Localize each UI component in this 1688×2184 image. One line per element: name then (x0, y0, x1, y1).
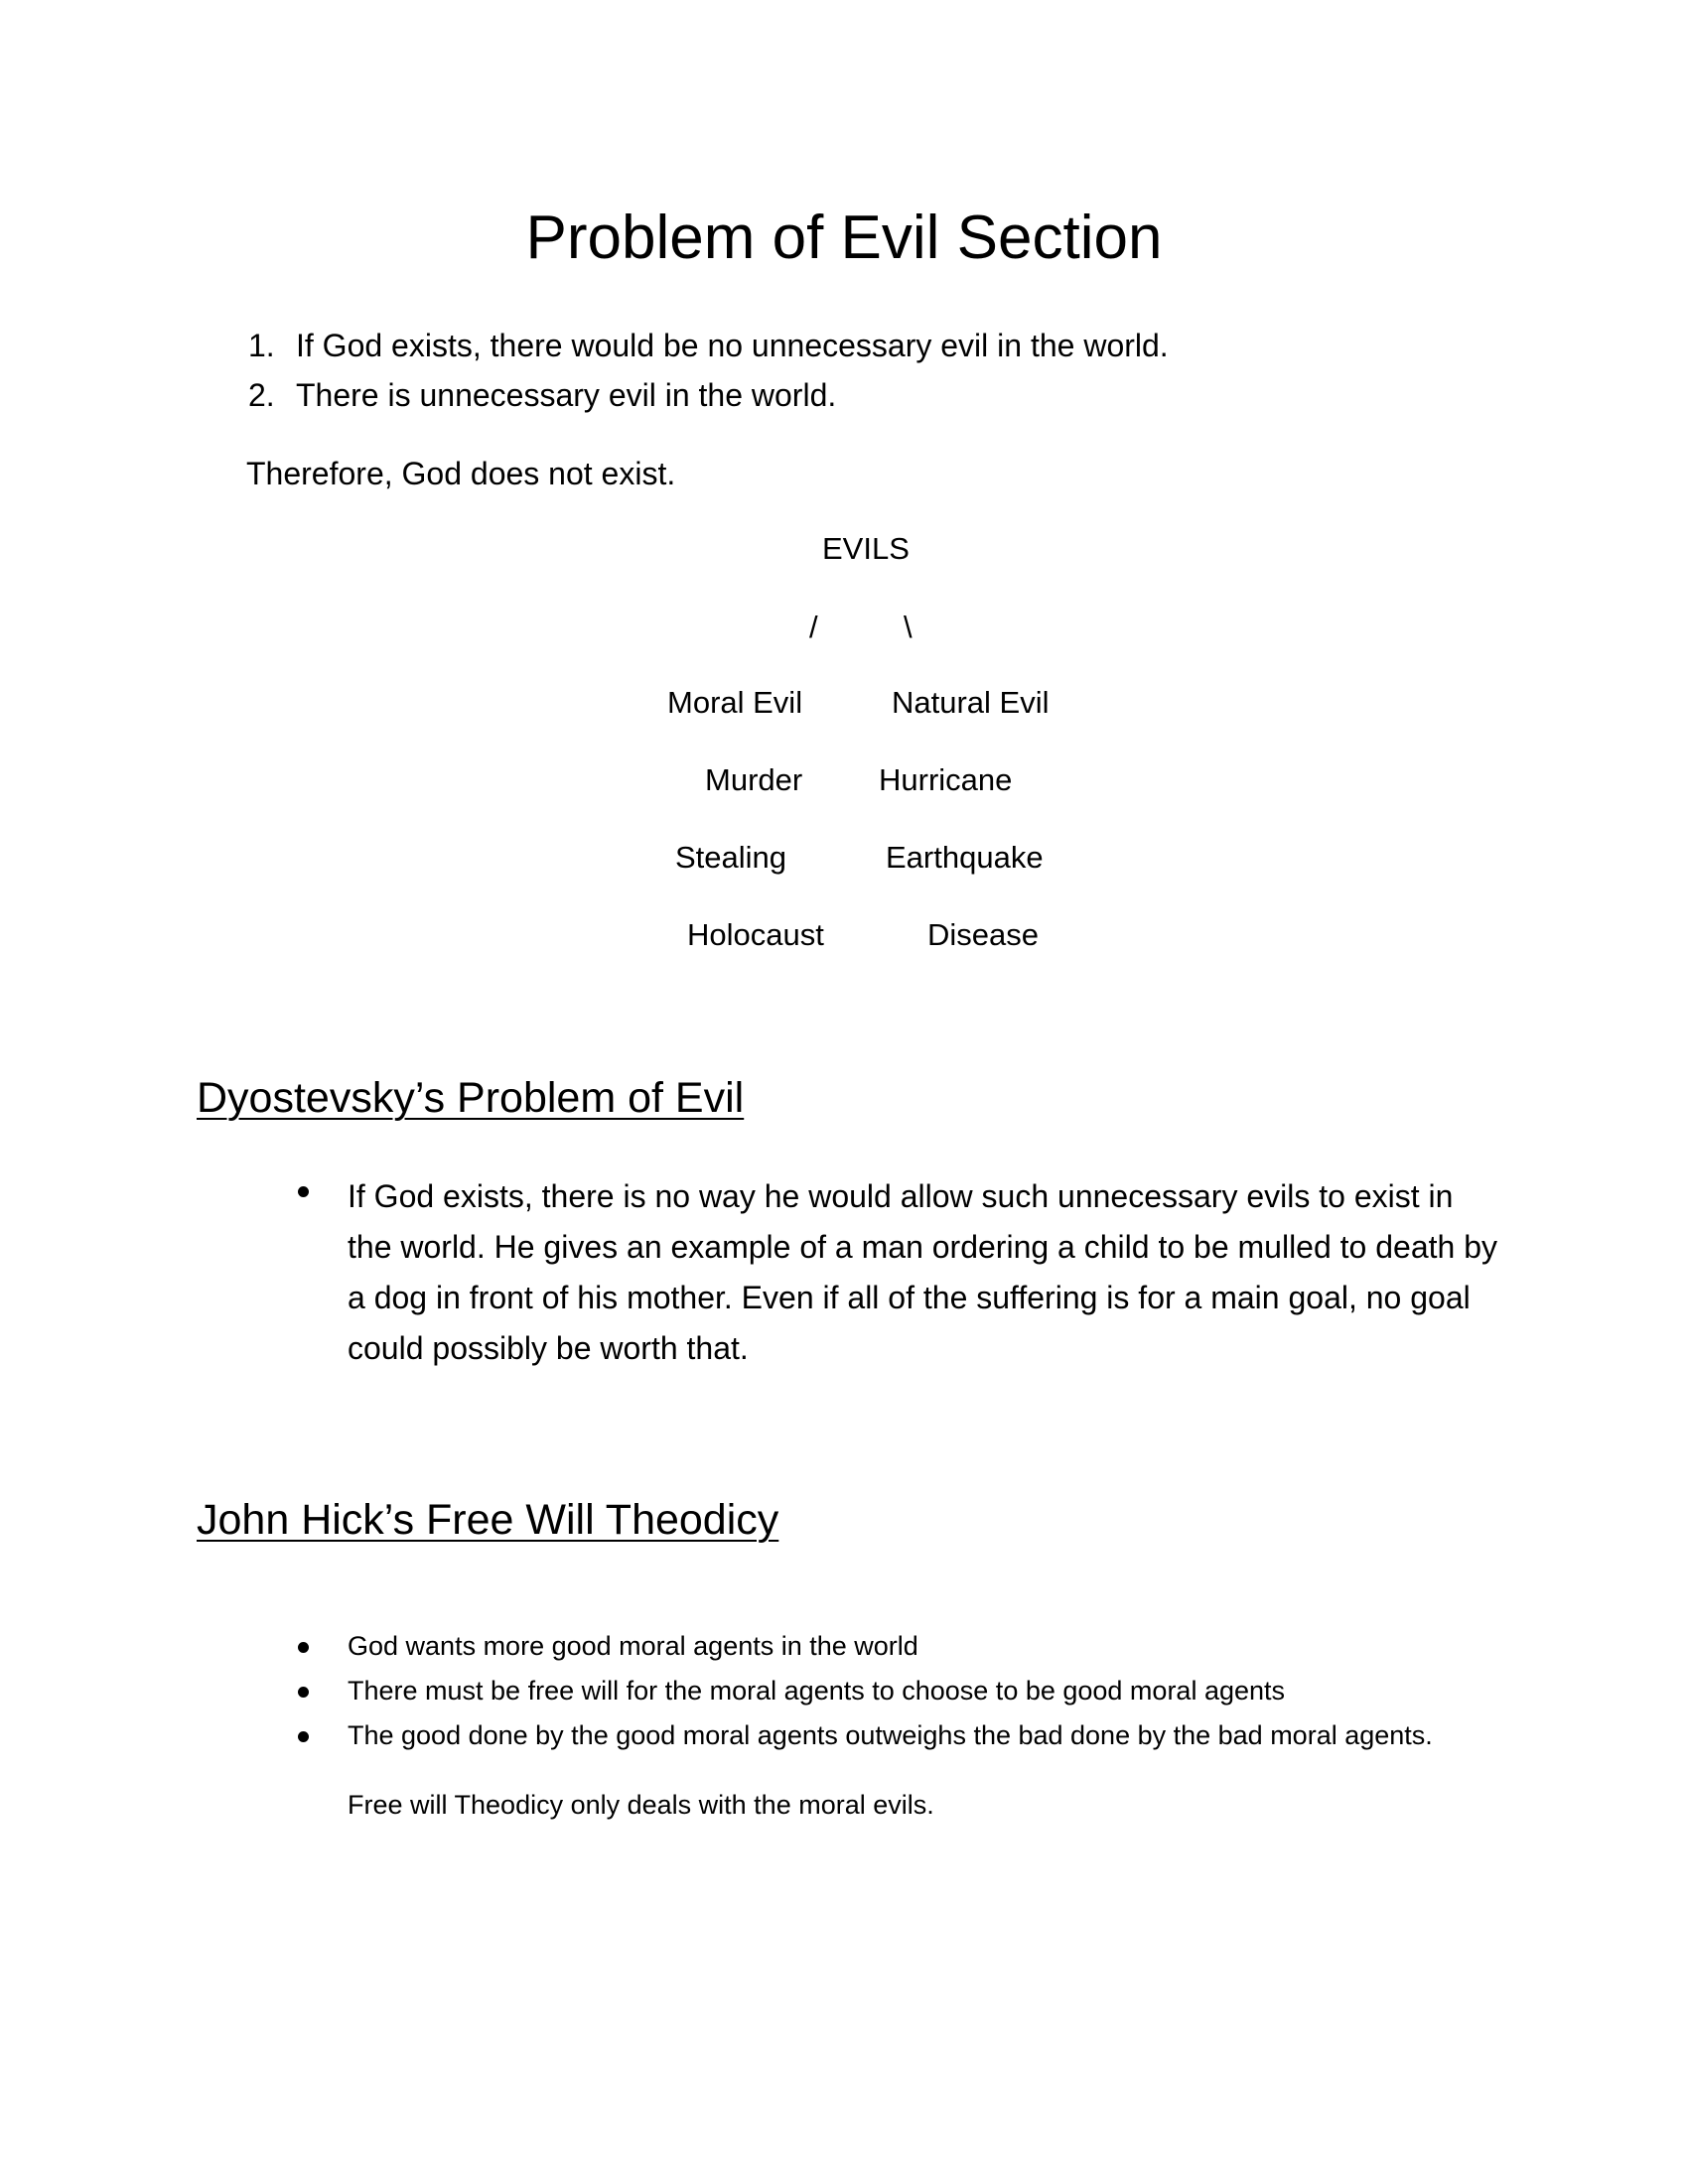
bullet-icon (298, 1642, 309, 1653)
diagram-right-example: Hurricane (879, 762, 1013, 797)
section-heading-hick: John Hick’s Free Will Theodicy (197, 1496, 779, 1544)
list-item: God wants more good moral agents in the world (348, 1631, 918, 1661)
premise-text: If God exists, there would be no unnecessary evil in the world. (296, 328, 1169, 363)
premise-number: 1. (248, 328, 275, 363)
section-heading-dyostevsky: Dyostevsky’s Problem of Evil (197, 1074, 745, 1122)
dyostevsky-paragraph: If God exists, there is no way he would allow such unnecessary evils to exist in the world. He gives an example of a man ordering a child to be mulled to death by a dog in front of his mother. Even if all of the suffering is for a main goal, no goal could possibly be worth that. (348, 1178, 1497, 1366)
diagram-left-example: Stealing (675, 840, 787, 875)
diagram-right-branch: \ (904, 610, 913, 644)
conclusion: Therefore, God does not exist. (246, 456, 676, 491)
diagram-right-example: Disease (927, 917, 1039, 952)
bullet-icon (298, 1687, 309, 1698)
page-title: Problem of Evil Section (525, 204, 1163, 272)
diagram-right-category: Natural Evil (892, 685, 1050, 720)
diagram-root: EVILS (822, 531, 910, 566)
premise-text: There is unnecessary evil in the world. (296, 377, 837, 413)
diagram-left-example: Holocaust (687, 917, 824, 952)
diagram-left-example: Murder (705, 762, 803, 797)
list-item: The good done by the good moral agents outweighs the bad done by the bad moral agents. (348, 1720, 1433, 1750)
diagram-right-example: Earthquake (886, 840, 1044, 875)
list-item: There must be free will for the moral agents to choose to be good moral agents (348, 1676, 1286, 1706)
bullet-icon (298, 1731, 309, 1742)
diagram-left-category: Moral Evil (667, 685, 803, 720)
bullet-icon (298, 1186, 309, 1197)
premise-number: 2. (248, 377, 275, 413)
hick-note: Free will Theodicy only deals with the moral evils. (348, 1790, 934, 1820)
diagram-left-branch: / (809, 610, 818, 644)
